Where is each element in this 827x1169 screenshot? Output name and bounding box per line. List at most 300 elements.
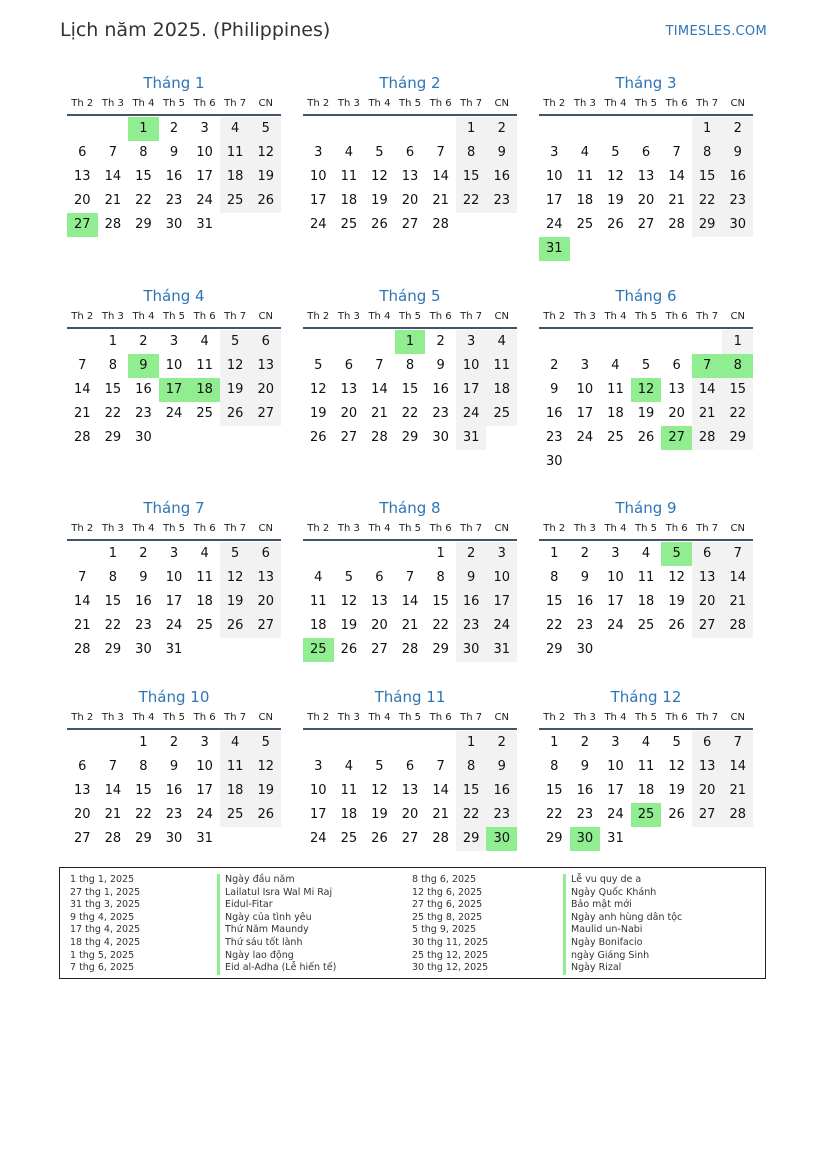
weekday-label: Th 5	[635, 311, 658, 322]
empty-cell	[661, 237, 692, 261]
day-cell: 21	[74, 618, 91, 633]
day-cell: 14	[104, 783, 122, 798]
day-cell: 28	[692, 426, 723, 450]
day-cell: 15	[104, 594, 122, 609]
day-cell: 18	[486, 378, 517, 402]
day-cell: 22	[546, 618, 563, 633]
day-cell: 15	[135, 783, 152, 798]
weekday-label: CN	[494, 98, 509, 109]
legend-date: 1 thg 5, 2025	[70, 949, 135, 961]
day-cell: 21	[371, 406, 388, 421]
week-row	[67, 590, 281, 614]
day-cell: 29	[135, 831, 152, 846]
legend-date: 17 thg 4, 2025	[70, 924, 141, 936]
day-cell: 27	[401, 217, 419, 232]
week-row	[303, 213, 517, 237]
month-block	[532, 285, 753, 474]
weekday-label: Th 7	[224, 311, 247, 322]
day-cell: 4	[220, 117, 251, 141]
day-cell: 24	[607, 618, 624, 633]
week-row	[67, 614, 281, 638]
day-cell: 22	[104, 618, 122, 633]
day-cell: 29	[546, 831, 563, 846]
day-cell: 29	[135, 217, 152, 232]
day-cell: 22	[722, 402, 753, 426]
day-cell: 9	[456, 566, 487, 590]
day-cell: 23	[456, 614, 487, 638]
day-cell: 21	[432, 193, 449, 208]
weekday-label: Th 2	[71, 98, 94, 109]
empty-cell	[661, 638, 692, 662]
day-cell: 2	[436, 334, 445, 349]
week-row	[539, 755, 753, 779]
week-row	[539, 827, 753, 851]
empty-cell	[722, 638, 753, 662]
empty-cell	[250, 638, 281, 662]
empty-cell	[570, 237, 601, 261]
day-cell: 11	[220, 755, 251, 779]
day-cell: 14	[74, 382, 91, 397]
day-cell: 22	[135, 807, 152, 822]
day-cell: 27	[67, 213, 98, 237]
day-cell: 3	[169, 546, 179, 561]
day-cell: 8	[139, 759, 148, 774]
day-cell: 3	[314, 759, 323, 774]
day-cell: 21	[722, 590, 753, 614]
weekday-header	[67, 94, 281, 116]
week-row	[67, 426, 281, 450]
weekday-header	[539, 94, 753, 116]
day-cell: 1	[108, 334, 117, 349]
week-row	[303, 141, 517, 165]
weekday-label: Th 7	[224, 712, 247, 723]
legend-date: 30 thg 11, 2025	[412, 936, 489, 948]
day-cell: 13	[74, 783, 91, 798]
day-cell: 20	[401, 807, 419, 822]
day-cell: 6	[692, 731, 723, 755]
day-cell: 16	[486, 165, 517, 189]
day-cell: 12	[220, 566, 251, 590]
weekday-label: Th 4	[368, 98, 391, 109]
day-cell: 4	[200, 334, 209, 349]
day-cell: 23	[722, 189, 753, 213]
day-cell: 17	[310, 807, 327, 822]
week-row	[303, 566, 517, 590]
legend-date: 18 thg 4, 2025	[70, 936, 141, 948]
day-cell: 5	[661, 542, 692, 566]
day-cell: 3	[550, 145, 559, 160]
day-cell: 18	[340, 193, 358, 208]
day-cell: 18	[637, 594, 655, 609]
day-cell: 26	[340, 642, 358, 657]
week-row	[539, 450, 753, 474]
empty-cell	[570, 450, 601, 474]
day-cell: 17	[196, 169, 213, 184]
month-name: Tháng 12	[610, 688, 682, 706]
month-block	[296, 72, 517, 237]
day-cell: 21	[74, 406, 91, 421]
weekday-label: Th 4	[604, 523, 627, 534]
day-cell: 21	[692, 402, 723, 426]
day-cell: 15	[135, 169, 152, 184]
day-cell: 4	[200, 546, 209, 561]
week-row	[67, 402, 281, 426]
weekday-label: CN	[730, 98, 745, 109]
empty-cell	[67, 731, 98, 755]
month-name: Tháng 4	[143, 287, 205, 305]
weekday-label: Th 6	[193, 712, 216, 723]
empty-cell	[67, 542, 98, 566]
day-cell: 17	[310, 193, 327, 208]
weekday-label: Th 2	[543, 311, 566, 322]
weekday-label: Th 5	[163, 98, 186, 109]
day-cell: 23	[486, 189, 517, 213]
day-cell: 18	[637, 783, 655, 798]
day-cell: 31	[486, 638, 517, 662]
empty-cell	[539, 117, 570, 141]
day-cell: 26	[220, 614, 251, 638]
day-cell: 26	[220, 402, 251, 426]
week-row	[303, 638, 517, 662]
day-cell: 1	[395, 330, 426, 354]
brand-link[interactable]: TIMESLES.COM	[665, 24, 767, 39]
day-cell: 17	[159, 378, 190, 402]
day-cell: 22	[104, 406, 122, 421]
empty-cell	[692, 638, 723, 662]
day-cell: 14	[722, 566, 753, 590]
day-cell: 9	[550, 382, 559, 397]
weekday-label: Th 7	[224, 98, 247, 109]
day-cell: 2	[580, 546, 589, 561]
day-cell: 11	[340, 783, 358, 798]
day-cell: 2	[722, 117, 753, 141]
month-block	[532, 686, 753, 851]
day-cell: 3	[456, 330, 487, 354]
day-cell: 17	[576, 406, 594, 421]
weekday-header	[303, 519, 517, 541]
day-cell: 25	[631, 803, 662, 827]
day-cell: 20	[250, 590, 281, 614]
weekday-label: Th 3	[101, 712, 124, 723]
day-cell: 27	[74, 831, 91, 846]
weekday-label: Th 6	[429, 523, 452, 534]
day-cell: 18	[220, 165, 251, 189]
weekday-label: Th 3	[101, 311, 124, 322]
day-cell: 24	[165, 618, 183, 633]
empty-cell	[456, 213, 487, 237]
week-row	[539, 189, 753, 213]
day-cell: 15	[432, 594, 449, 609]
legend-holiday-name: Ngày Bonifacio	[563, 937, 682, 950]
day-cell: 28	[401, 642, 419, 657]
day-cell: 24	[486, 614, 517, 638]
empty-cell	[631, 237, 662, 261]
week-row	[303, 590, 517, 614]
weekday-header	[539, 307, 753, 329]
day-cell: 14	[692, 378, 723, 402]
legend-holiday-name: Ngày Quốc Khánh	[563, 887, 682, 900]
empty-cell	[364, 542, 395, 566]
weekday-label: Th 7	[696, 98, 719, 109]
week-row	[303, 330, 517, 354]
day-cell: 22	[401, 406, 419, 421]
day-cell: 12	[250, 141, 281, 165]
day-cell: 23	[165, 193, 183, 208]
legend-date: 30 thg 12, 2025	[412, 962, 489, 974]
weekday-label: Th 5	[399, 311, 422, 322]
weekday-label: CN	[494, 311, 509, 322]
day-cell: 9	[486, 141, 517, 165]
day-cell: 10	[607, 570, 624, 585]
day-cell: 31	[456, 426, 487, 450]
empty-cell	[334, 542, 365, 566]
empty-cell	[600, 638, 631, 662]
day-cell: 15	[692, 165, 723, 189]
day-cell: 23	[135, 618, 152, 633]
day-cell: 27	[340, 430, 358, 445]
weekday-label: Th 3	[573, 523, 596, 534]
day-cell: 1	[139, 735, 148, 750]
day-cell: 8	[550, 570, 559, 585]
day-cell: 2	[550, 358, 559, 373]
day-cell: 2	[139, 334, 148, 349]
day-cell: 19	[310, 406, 327, 421]
day-cell: 12	[371, 783, 388, 798]
empty-cell	[722, 450, 753, 474]
day-cell: 17	[546, 193, 563, 208]
day-cell: 4	[641, 735, 651, 750]
weekday-label: Th 5	[399, 712, 422, 723]
weekday-label: Th 3	[101, 523, 124, 534]
day-cell: 15	[104, 382, 122, 397]
day-cell: 23	[546, 430, 563, 445]
day-cell: 10	[576, 382, 594, 397]
week-row	[67, 378, 281, 402]
week-row	[539, 330, 753, 354]
week-row	[67, 542, 281, 566]
day-cell: 10	[456, 354, 487, 378]
legend-date: 1 thg 1, 2025	[70, 874, 135, 885]
day-cell: 20	[401, 193, 419, 208]
weekday-label: Th 3	[337, 311, 360, 322]
empty-cell	[250, 213, 281, 237]
empty-cell	[395, 117, 426, 141]
weekday-label: Th 3	[573, 98, 596, 109]
day-cell: 14	[104, 169, 122, 184]
day-cell: 31	[196, 831, 213, 846]
day-cell: 10	[165, 358, 183, 373]
weekday-header	[67, 519, 281, 541]
weekday-label: Th 3	[337, 98, 360, 109]
day-cell: 12	[220, 354, 251, 378]
day-cell: 4	[580, 145, 589, 160]
empty-cell	[722, 237, 753, 261]
empty-cell	[98, 731, 129, 755]
day-cell: 24	[576, 430, 594, 445]
day-cell: 2	[139, 546, 148, 561]
week-row	[67, 755, 281, 779]
day-cell: 6	[405, 145, 415, 160]
day-cell: 7	[436, 759, 445, 774]
empty-cell	[631, 638, 662, 662]
week-row	[539, 117, 753, 141]
day-cell: 4	[344, 759, 353, 774]
day-cell: 24	[310, 217, 327, 232]
week-row	[67, 189, 281, 213]
day-cell: 13	[250, 354, 281, 378]
day-cell: 9	[169, 759, 179, 774]
week-row	[67, 779, 281, 803]
day-cell: 24	[607, 807, 624, 822]
day-cell: 3	[611, 546, 620, 561]
day-cell: 19	[371, 807, 388, 822]
day-cell: 22	[546, 807, 563, 822]
day-cell: 20	[74, 193, 91, 208]
week-row	[303, 731, 517, 755]
day-cell: 29	[401, 430, 419, 445]
day-cell: 8	[456, 755, 487, 779]
day-cell: 6	[641, 145, 651, 160]
day-cell: 21	[104, 193, 122, 208]
weekday-label: Th 2	[71, 712, 94, 723]
weekday-label: Th 7	[224, 523, 247, 534]
legend-holiday-name: Ngày Rizal	[563, 962, 682, 975]
empty-cell	[425, 731, 456, 755]
day-cell: 7	[722, 731, 753, 755]
month-name: Tháng 5	[379, 287, 441, 305]
day-cell: 17	[486, 590, 517, 614]
week-row	[303, 189, 517, 213]
week-row	[539, 402, 753, 426]
weekday-label: Th 4	[368, 523, 391, 534]
day-cell: 10	[607, 759, 624, 774]
day-cell: 27	[250, 614, 281, 638]
day-cell: 5	[344, 570, 353, 585]
day-cell: 11	[220, 141, 251, 165]
day-cell: 17	[607, 783, 624, 798]
day-cell: 13	[668, 382, 685, 397]
day-cell: 27	[250, 402, 281, 426]
week-row	[539, 165, 753, 189]
weekday-label: Th 2	[71, 523, 94, 534]
day-cell: 15	[456, 165, 487, 189]
weekday-label: Th 4	[604, 712, 627, 723]
day-cell: 4	[344, 145, 353, 160]
day-cell: 10	[310, 169, 327, 184]
month-name: Tháng 9	[615, 499, 677, 517]
day-cell: 13	[401, 783, 419, 798]
day-cell: 9	[580, 570, 589, 585]
day-cell: 1	[456, 117, 487, 141]
week-row	[539, 213, 753, 237]
day-cell: 15	[546, 594, 563, 609]
week-row	[539, 590, 753, 614]
day-cell: 28	[432, 217, 449, 232]
empty-cell	[220, 213, 251, 237]
weekday-label: Th 6	[193, 98, 216, 109]
weekday-header	[303, 94, 517, 116]
legend-date: 5 thg 9, 2025	[412, 924, 477, 936]
day-cell: 10	[196, 759, 213, 774]
day-cell: 13	[340, 382, 358, 397]
day-cell: 14	[432, 169, 449, 184]
day-cell: 18	[310, 618, 327, 633]
day-cell: 1	[550, 735, 559, 750]
day-cell: 16	[576, 783, 594, 798]
month-block	[60, 285, 281, 450]
day-cell: 28	[668, 217, 685, 232]
empty-cell	[250, 827, 281, 851]
legend-names-right	[563, 874, 682, 975]
day-cell: 4	[486, 330, 517, 354]
weekday-label: Th 5	[399, 98, 422, 109]
week-row	[303, 402, 517, 426]
legend-holiday-name: Ngày anh hùng dân tộc	[563, 912, 682, 925]
week-row	[539, 779, 753, 803]
day-cell: 27	[401, 831, 419, 846]
weekday-header	[67, 307, 281, 329]
day-cell: 30	[486, 827, 517, 851]
day-cell: 27	[661, 426, 692, 450]
day-cell: 29	[722, 426, 753, 450]
day-cell: 7	[108, 145, 117, 160]
day-cell: 19	[371, 193, 388, 208]
day-cell: 1	[456, 731, 487, 755]
day-cell: 11	[196, 570, 213, 585]
day-cell: 19	[340, 618, 358, 633]
weekday-label: Th 4	[604, 311, 627, 322]
empty-cell	[334, 117, 365, 141]
day-cell: 21	[401, 618, 419, 633]
empty-cell	[631, 450, 662, 474]
day-cell: 30	[165, 831, 183, 846]
weekday-label: Th 7	[696, 712, 719, 723]
day-cell: 4	[611, 358, 620, 373]
month-name: Tháng 8	[379, 499, 441, 517]
day-cell: 3	[611, 735, 620, 750]
day-cell: 6	[250, 542, 281, 566]
empty-cell	[661, 330, 692, 354]
legend-holiday-name: Lailatul Isra Wal Mi Raj	[217, 887, 336, 900]
day-cell: 29	[104, 642, 122, 657]
day-cell: 12	[250, 755, 281, 779]
empty-cell	[631, 330, 662, 354]
day-cell: 12	[668, 570, 685, 585]
empty-cell	[395, 542, 426, 566]
day-cell: 13	[401, 169, 419, 184]
day-cell: 25	[340, 217, 358, 232]
week-row	[303, 779, 517, 803]
day-cell: 10	[196, 145, 213, 160]
weekday-label: CN	[494, 523, 509, 534]
legend-dates-right	[412, 874, 488, 975]
day-cell: 6	[672, 358, 681, 373]
week-row	[303, 614, 517, 638]
weekday-label: Th 4	[132, 311, 155, 322]
day-cell: 7	[405, 570, 415, 585]
day-cell: 26	[250, 189, 281, 213]
day-cell: 17	[165, 594, 183, 609]
day-cell: 5	[220, 542, 251, 566]
empty-cell	[486, 213, 517, 237]
day-cell: 25	[196, 406, 213, 421]
empty-cell	[98, 117, 129, 141]
day-cell: 21	[668, 193, 685, 208]
weekday-label: Th 7	[460, 311, 483, 322]
day-cell: 22	[456, 803, 487, 827]
week-row	[539, 237, 753, 261]
week-row	[539, 638, 753, 662]
